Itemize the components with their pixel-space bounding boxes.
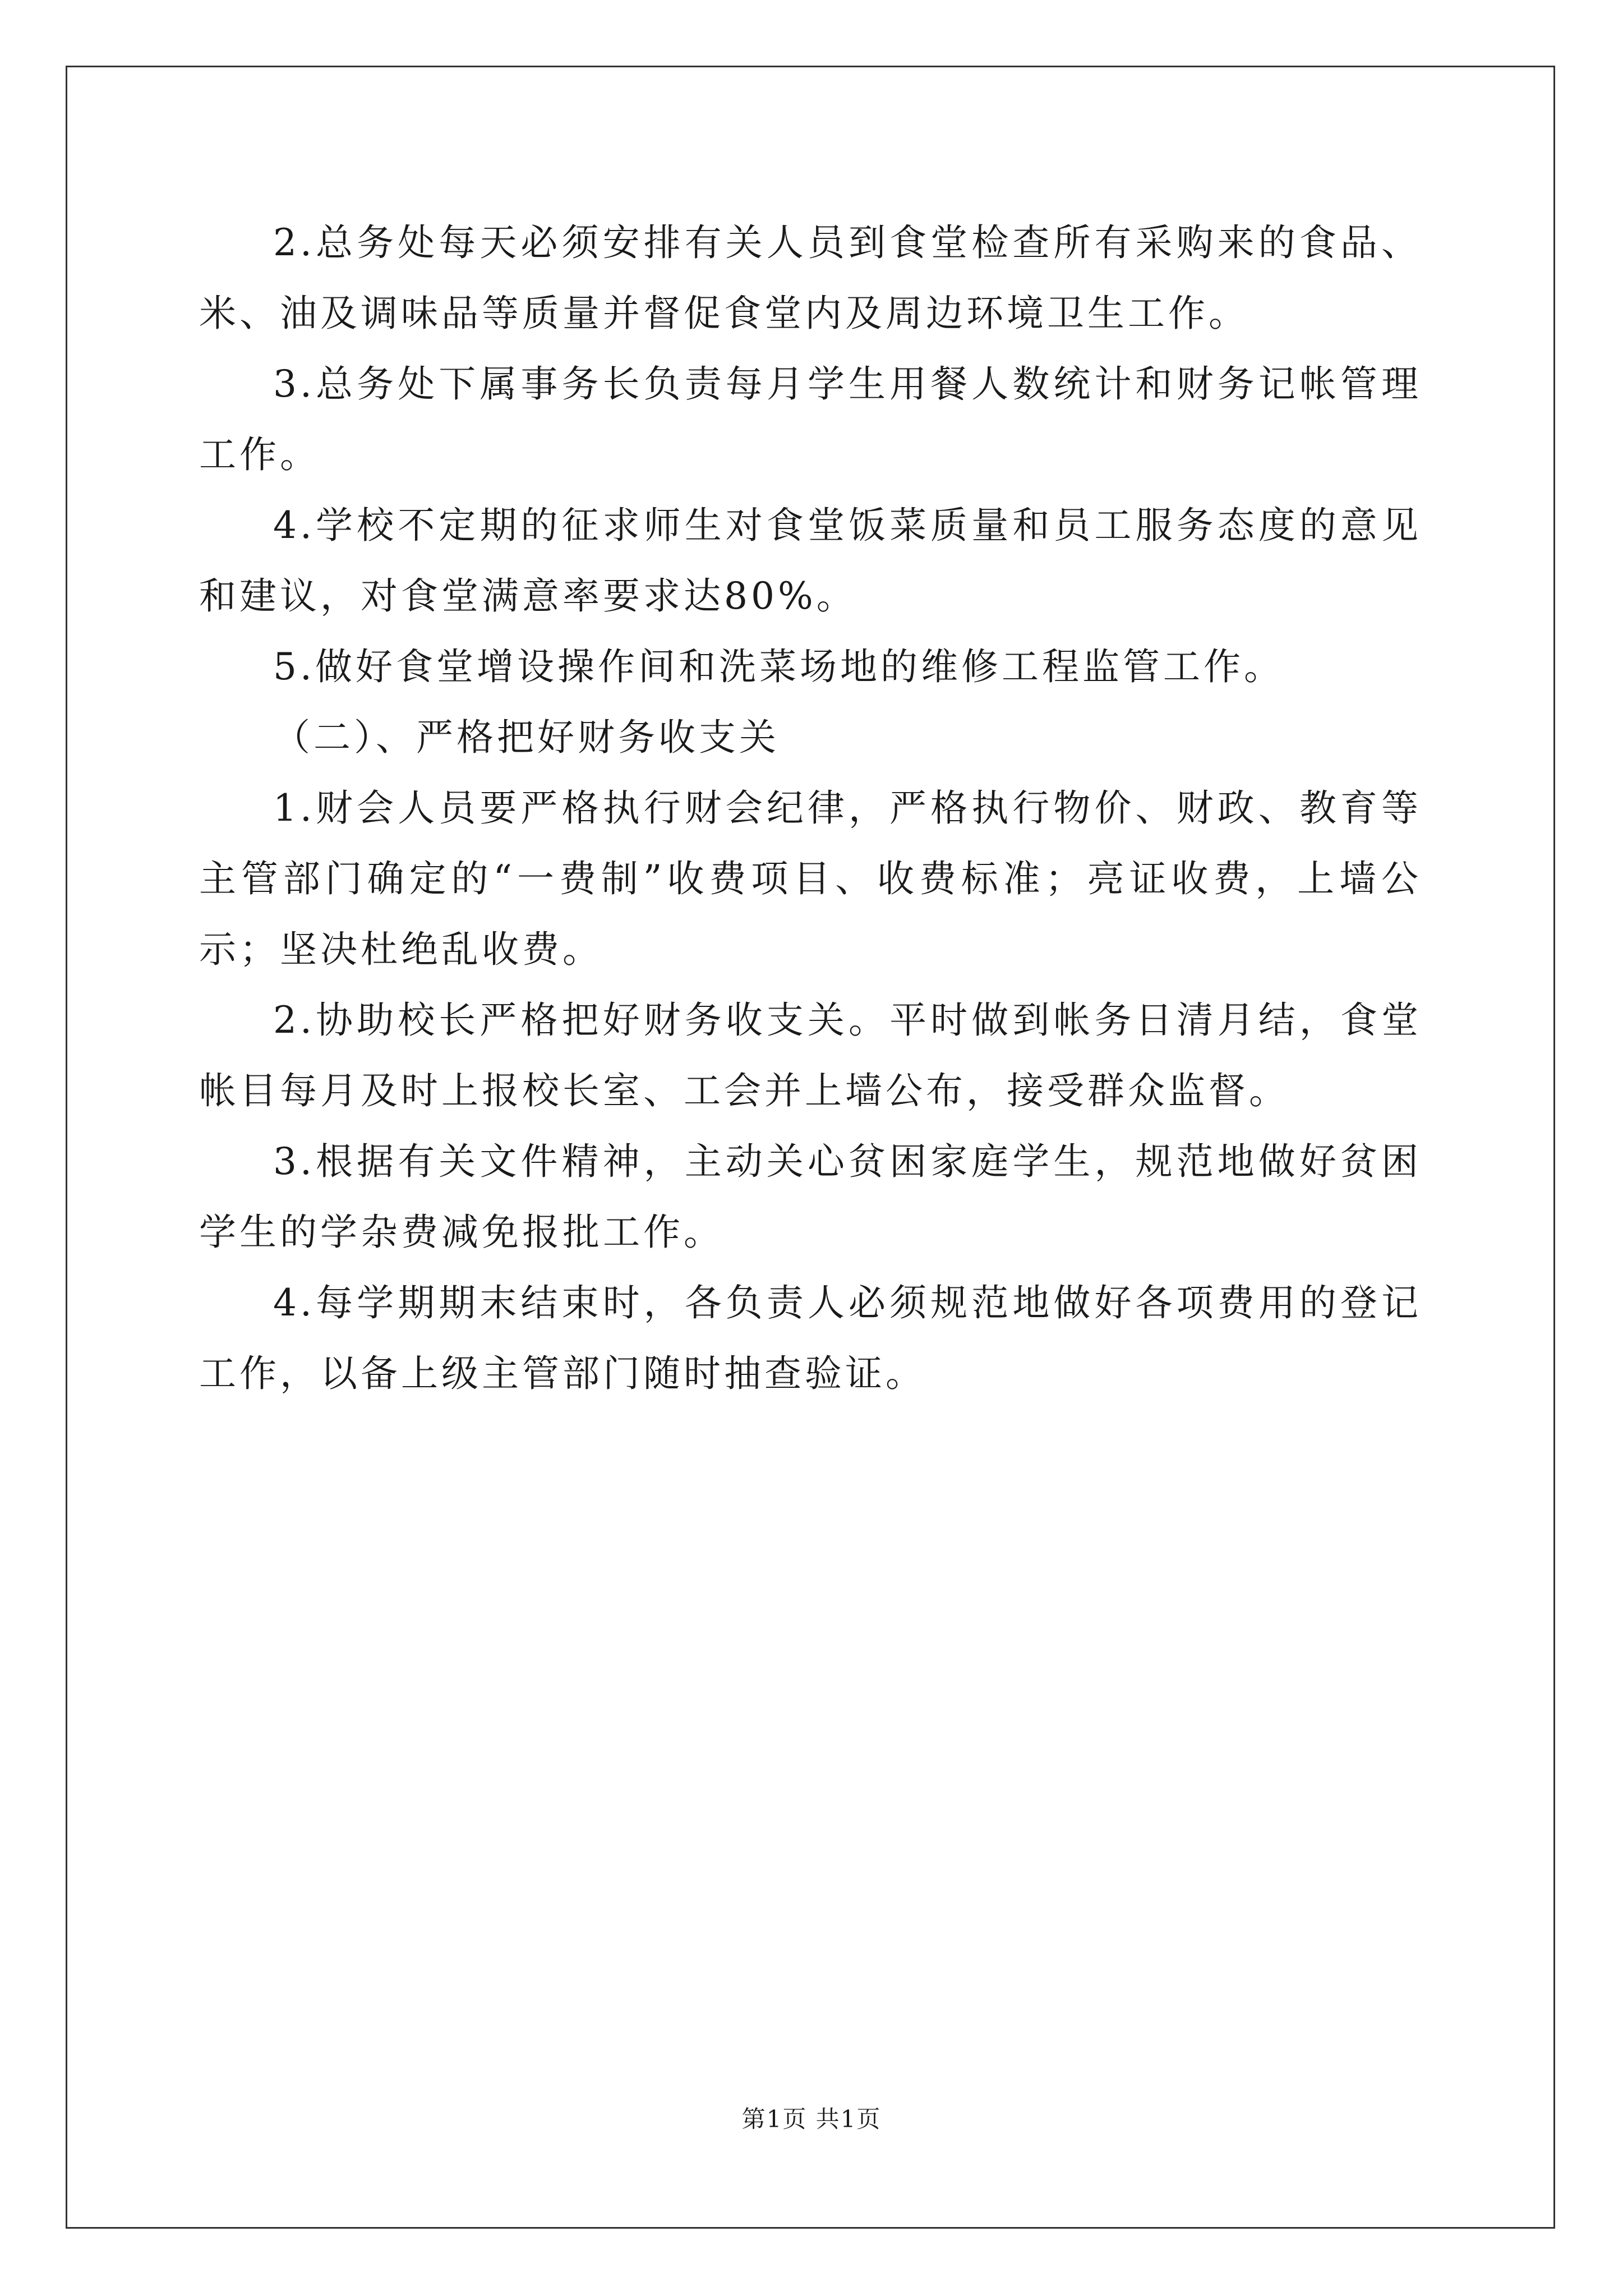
paragraph: 4.每学期期末结束时，各负责人必须规范地做好各项费用的登记工作，以备上级主管部门随时抽查验证。	[199, 1281, 1422, 1395]
paragraph: 2.总务处每天必须安排有关人员到食堂检查所有采购来的食品、米、油及调味品等质量并督促食堂内及周边环境卫生工作。	[199, 221, 1422, 335]
paragraph: 3.根据有关文件精神，主动关心贫困家庭学生，规范地做好贫困学生的学杂费减免报批工作。	[199, 1140, 1422, 1254]
paragraph: 4.学校不定期的征求师生对食堂饭菜质量和员工服务态度的意见和建议，对食堂满意率要求达80%。	[199, 504, 1422, 618]
paragraph: 2.协助校长严格把好财务收支关。平时做到帐务日清月结，食堂帐目每月及时上报校长室、工会并上墙公布，接受群众监督。	[199, 999, 1422, 1112]
paragraph: 1.财会人员要严格执行财会纪律，严格执行物价、财政、教育等主管部门确定的“一费制”收费项目、收费标准；亮证收费，上墙公示；坚决杜绝乱收费。	[199, 786, 1422, 971]
page-number-footer: 第1页 共1页	[741, 2105, 882, 2133]
paragraph: 3.总务处下属事务长负责每月学生用餐人数统计和财务记帐管理工作。	[199, 362, 1422, 476]
document-body	[199, 208, 1422, 1409]
paragraph: 5.做好食堂增设操作间和洗菜场地的维修工程监管工作。	[273, 645, 1284, 688]
section-heading: （二）、严格把好财务收支关	[273, 716, 780, 759]
